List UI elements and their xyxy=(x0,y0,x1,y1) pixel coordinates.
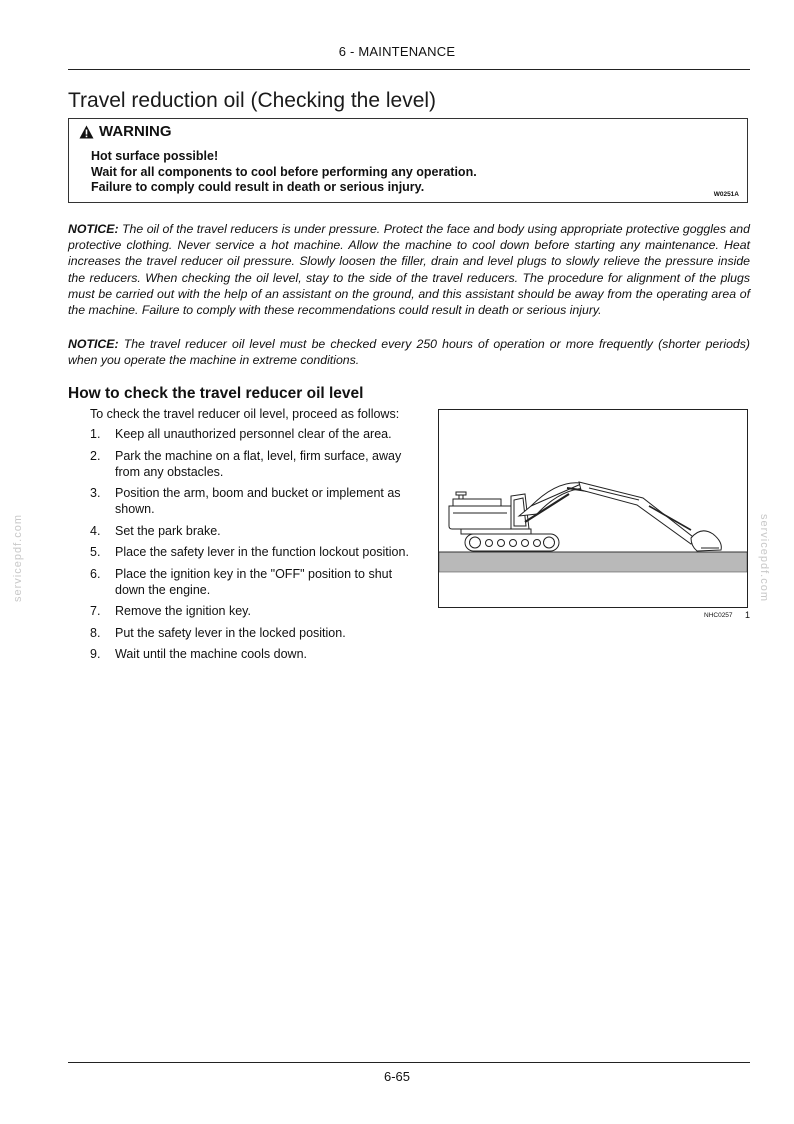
procedure-intro: To check the travel reducer oil level, proceed as follows: xyxy=(90,407,400,421)
page-title: Travel reduction oil (Checking the level) xyxy=(68,89,437,112)
section-header: 6 - MAINTENANCE xyxy=(338,44,456,59)
step-text: Position the arm, boom and bucket or implement as shown. xyxy=(115,486,401,516)
procedure-step xyxy=(90,485,410,517)
header-rule xyxy=(68,69,750,70)
notice-pressure xyxy=(68,221,750,318)
step-text: Place the ignition key in the "OFF" position to shut down the engine. xyxy=(115,566,393,597)
step-text: Keep all unauthorized personnel clear of the area. xyxy=(115,427,392,441)
procedure-step xyxy=(90,544,410,560)
procedure-step xyxy=(90,625,410,641)
warning-heading: WARNING xyxy=(99,123,172,140)
page-number: 6-65 xyxy=(383,1069,411,1084)
watermark-left: servicepdf.com xyxy=(11,514,24,602)
procedure-step xyxy=(90,523,410,539)
procedure-step xyxy=(90,603,410,619)
step-number: 6. xyxy=(90,566,101,581)
procedure-step xyxy=(90,646,410,662)
step-number: 7. xyxy=(90,604,101,618)
notice-label: NOTICE: xyxy=(68,222,119,236)
warning-text xyxy=(91,149,477,196)
procedure-steps xyxy=(90,426,410,668)
step-number: 3. xyxy=(90,486,101,500)
warning-box xyxy=(68,118,748,203)
step-text: Remove the ignition key. xyxy=(115,604,251,618)
step-number: 1. xyxy=(90,427,101,441)
watermark-right: servicepdf.com xyxy=(757,514,770,602)
warning-line: Wait for all components to cool before performing any operation. xyxy=(91,164,477,179)
figure-code: NHC0257 xyxy=(704,612,733,619)
procedure-heading: How to check the travel reducer oil level xyxy=(68,385,364,402)
notice-text: The travel reducer oil level must be checked every 250 hours of operation or more frequently (shorter periods) when you operate the machine in extreme conditions. xyxy=(68,337,750,368)
step-number: 2. xyxy=(90,448,101,463)
excavator-illustration xyxy=(439,410,747,607)
procedure-step xyxy=(90,426,410,442)
step-text: Set the park brake. xyxy=(115,523,221,538)
step-text: Park the machine on a flat, level, firm surface, away from any obstacles. xyxy=(115,448,402,479)
warning-triangle-icon xyxy=(79,125,94,139)
warning-code: W0251A xyxy=(713,191,739,198)
procedure-step xyxy=(90,448,410,480)
step-text: Wait until the machine cools down. xyxy=(115,647,307,661)
figure-number: 1 xyxy=(745,610,751,620)
excavator-figure xyxy=(438,409,748,608)
step-text: Place the safety lever in the function lockout position. xyxy=(115,545,409,559)
notice-text: The oil of the travel reducers is under pressure. Protect the face and body using appropriate protective goggles and protective clothing. Never service a hot machine. Allow the machine to cool down before starting any maintenance. Heat increases the travel reducer oil pressure. Slowly loosen the filler, drain and level plugs to slowly relieve the pressure inside the reducers. When checking the oil level, stay to the side of the travel reducers. The procedure for alignment of the plugs must be carried out with the help of an assistant on the ground, and this assistant should be away from the operating area of the machine. Failure to comply with these recommendations could result in death or serious injury. xyxy=(68,222,750,318)
procedure-step xyxy=(90,566,410,598)
step-text: Put the safety lever in the locked position. xyxy=(115,625,346,640)
notice-label: NOTICE: xyxy=(68,337,119,351)
step-number: 8. xyxy=(90,625,101,640)
warning-line: Failure to comply could result in death or serious injury. xyxy=(91,180,425,194)
warning-line: Hot surface possible! xyxy=(91,149,219,163)
step-number: 5. xyxy=(90,545,101,559)
warning-header xyxy=(79,123,172,140)
step-number: 9. xyxy=(90,647,101,661)
footer-rule xyxy=(68,1062,750,1063)
notice-interval xyxy=(68,336,750,368)
step-number: 4. xyxy=(90,523,101,538)
